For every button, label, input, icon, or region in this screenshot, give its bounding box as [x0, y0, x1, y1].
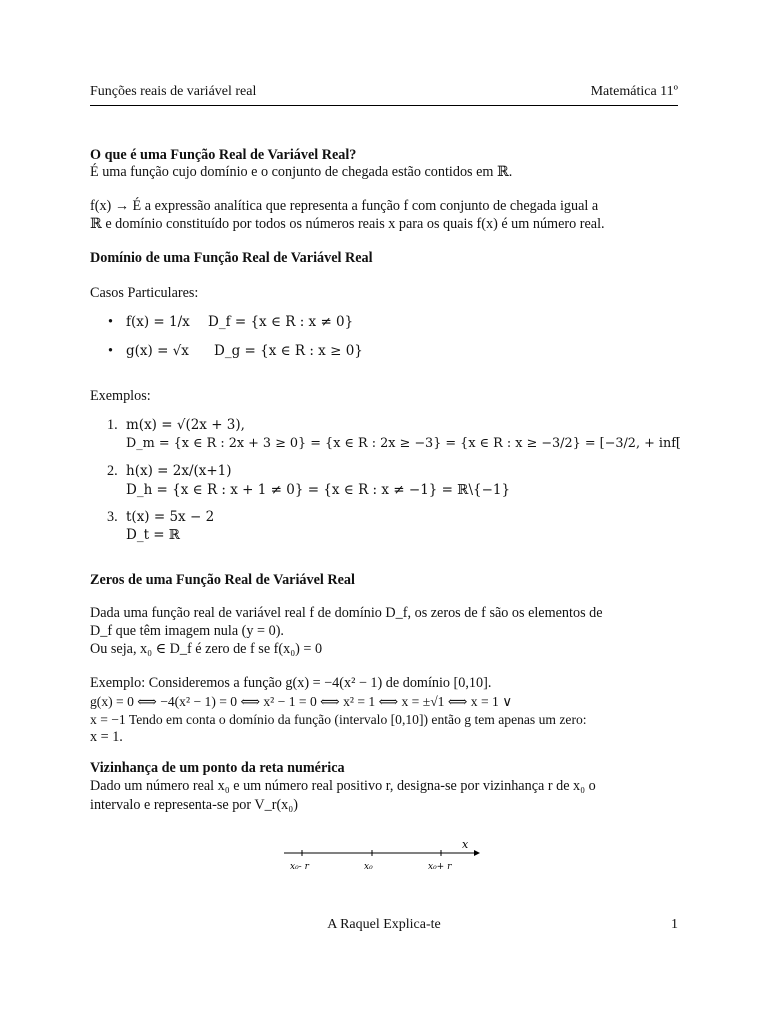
fx-paragraph-line1: f(x) → É a expressão analítica que representa a função f com conjunto de chegada igual a	[90, 198, 599, 214]
example-2-number: 2.	[107, 463, 118, 479]
axis-label: x	[462, 838, 469, 851]
number-line-diagram	[280, 836, 490, 882]
page-number: 1	[671, 917, 678, 932]
zeros-example-line3: x = −1 Tendo em conta o domínio da função (intervalo [0,10]) então g tem apenas um zero:	[90, 712, 587, 727]
example-1-domain: D_m = {x ∈ R : 2x + 3 ≥ 0} = {x ∈ R : 2x ≥ −3} = {x ∈ R : x ≥ −3/2} = [−3/2, + inf[	[126, 436, 681, 451]
axis-arrow-icon	[474, 850, 480, 856]
zeros-paragraph-line1: Dada uma função real de variável real f de domínio D_f, os zeros de f são os elementos de	[90, 605, 603, 621]
casos-particulares-label: Casos Particulares:	[90, 285, 199, 301]
example-2-domain: D_h = {x ∈ R : x + 1 ≠ 0} = {x ∈ R : x ≠ −1} = ℝ\{−1}	[126, 482, 511, 498]
section-title-dominio: Domínio de uma Função Real de Variável Real	[90, 250, 373, 266]
example-3-number: 3.	[107, 509, 118, 525]
example-1-function: m(x) = √(2x + 3),	[126, 417, 245, 433]
section-title-funcao-real: O que é uma Função Real de Variável Real?	[90, 147, 357, 163]
zeros-example-line4: x = 1.	[90, 729, 123, 745]
header-right: Matemática 11º	[590, 84, 678, 99]
header-rule	[90, 105, 678, 106]
header-left: Funções reais de variável real	[90, 84, 257, 99]
zeros-example-line2: g(x) = 0 ⟺ −4(x² − 1) = 0 ⟺ x² − 1 = 0 ⟺ x² = 1 ⟺ x = ±√1 ⟺ x = 1 ∨	[90, 694, 513, 709]
zeros-paragraph-line2: D_f que têm imagem nula (y = 0).	[90, 623, 284, 639]
bullet-1-domain: D_f = {x ∈ R : x ≠ 0}	[208, 314, 354, 330]
exemplos-label: Exemplos:	[90, 388, 151, 404]
example-3-domain: D_t = ℝ	[126, 527, 181, 543]
example-2-function: h(x) = 2x/(x+1)	[126, 463, 232, 479]
bullet-dot: •	[108, 314, 113, 330]
bullet-dot: •	[108, 343, 113, 359]
tick-label-x0-plus-r: x₀+ r	[428, 862, 452, 872]
vizinhanca-line2: intervalo e representa-se por V_r(x₀)	[90, 797, 298, 813]
section-title-vizinhanca: Vizinhança de um ponto da reta numérica	[90, 760, 345, 776]
zeros-example-line1: Exemplo: Consideremos a função g(x) = −4(x² − 1) de domínio [0,10].	[90, 675, 492, 691]
tick-label-x0: x₀	[364, 862, 373, 872]
bullet-2-function: g(x) = √x	[126, 343, 189, 359]
section-title-zeros: Zeros de uma Função Real de Variável Real	[90, 572, 355, 588]
example-1-number: 1.	[107, 417, 118, 433]
vizinhanca-line1: Dado um número real x₀ e um número real positivo r, designa-se por vizinhança r de x₀ o	[90, 778, 596, 794]
zeros-paragraph-line3: Ou seja, x₀ ∈ D_f é zero de f se f(x₀) = 0	[90, 641, 323, 657]
example-3-function: t(x) = 5x − 2	[126, 509, 215, 525]
bullet-2-domain: D_g = {x ∈ R : x ≥ 0}	[214, 343, 363, 359]
definition-text: É uma função cujo domínio e o conjunto de chegada estão contidos em ℝ.	[90, 164, 513, 180]
footer-center: A Raquel Explica-te	[327, 917, 441, 932]
fx-paragraph-line2: ℝ e domínio constituído por todos os números reais x para os quais f(x) é um número real.	[90, 216, 605, 232]
tick-label-x0-minus-r: x₀- r	[290, 862, 309, 872]
bullet-1-function: f(x) = 1/x	[126, 314, 190, 330]
